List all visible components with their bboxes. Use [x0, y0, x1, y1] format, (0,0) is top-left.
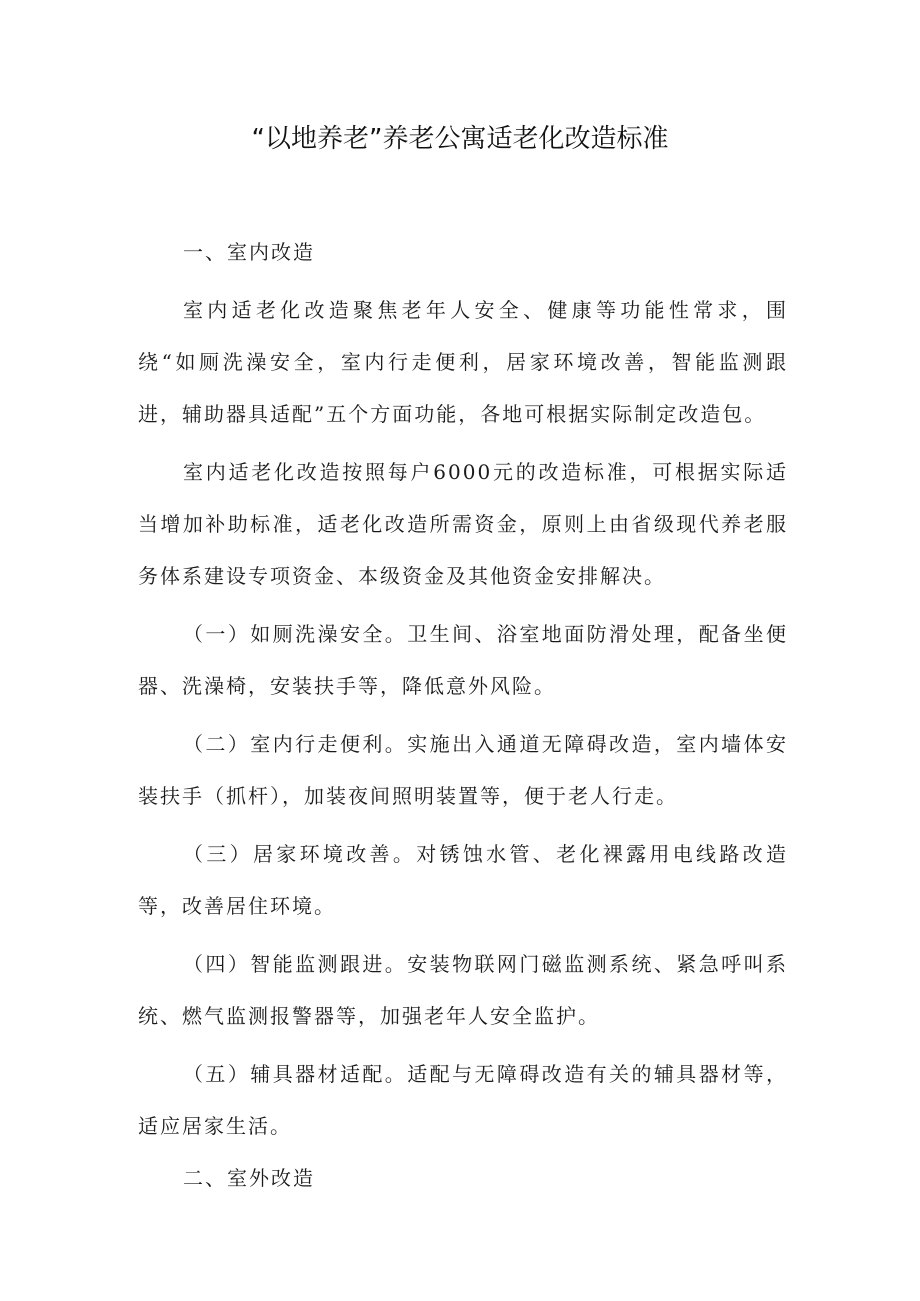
document-title: “以地养老”养老公寓适老化改造标准 — [251, 124, 669, 154]
paragraph-item-assistive-devices: （五）辅具器材适配。适配与无障碍改造有关的辅具器材等，适应居家生活。 — [138, 1062, 788, 1138]
paragraph-item-home-environment: （三）居家环境改善。对锈蚀水管、老化裸露用电线路改造等，改善居住环境。 — [138, 842, 788, 918]
paragraph-indoor-funding: 室内适老化改造按照每户6000元的改造标准，可根据实际适当增加补助标准，适老化改造所需资金，原则上由省级现代养老服务体系建设专项资金、本级资金及其他资金安排解决。 — [138, 460, 788, 588]
section-heading-outdoor: 二、室外改造 — [183, 1166, 315, 1190]
paragraph-item-smart-monitoring: （四）智能监测跟进。安装物联网门磁监测系统、紧急呼叫系统、燃气监测报警器等，加强老年人安全监护。 — [138, 952, 788, 1028]
section-heading-indoor: 一、室内改造 — [183, 240, 315, 264]
paragraph-item-indoor-walking: （二）室内行走便利。实施出入通道无障碍改造，室内墙体安装扶手（抓杆），加装夜间照明装置等，便于老人行走。 — [138, 732, 788, 808]
paragraph-indoor-overview: 室内适老化改造聚焦老年人安全、健康等功能性常求，围绕“如厕洗澡安全，室内行走便利，居家环境改善，智能监测跟进，辅助器具适配”五个方面功能，各地可根据实际制定改造包。 — [138, 298, 788, 426]
paragraph-item-bathing-safety: （一）如厕洗澡安全。卫生间、浴室地面防滑处理，配备坐便器、洗澡椅，安装扶手等，降低意外风险。 — [138, 622, 788, 698]
document-body — [138, 226, 788, 1204]
